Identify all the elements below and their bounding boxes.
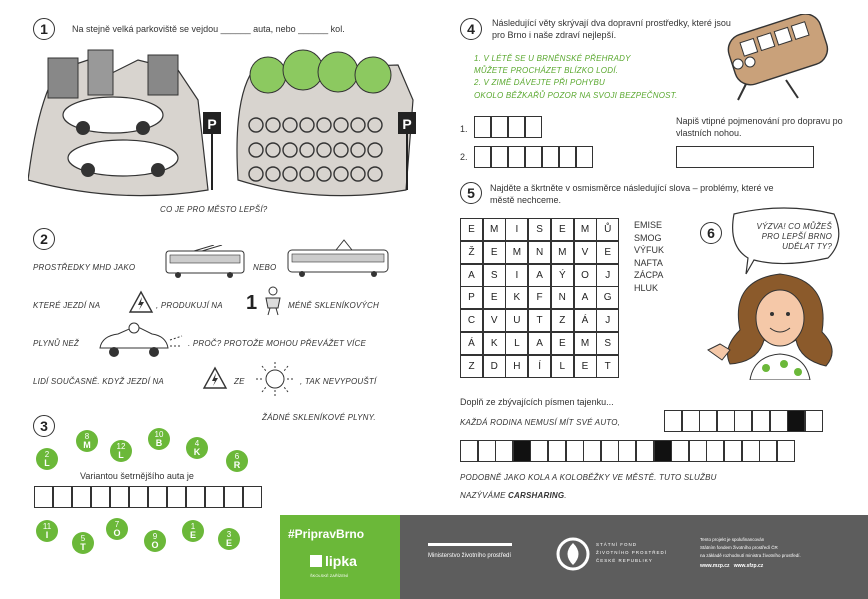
letter-circle-number: 9: [152, 531, 158, 541]
section-2-line3a: PLYNŮ NEŽ: [33, 339, 79, 348]
tajenka-box[interactable]: [699, 410, 717, 432]
section-3-label: Variantou šetrnějšího auta je: [80, 471, 194, 481]
letter-circle-number: 5: [80, 533, 86, 543]
section-5-sentence1: KAŽDÁ RODINA NEMUSÍ MÍT SVÉ AUTO,: [460, 418, 621, 427]
tajenka-box[interactable]: [566, 440, 584, 462]
answer-box[interactable]: [167, 486, 186, 508]
word-list-item: NAFTA: [634, 257, 663, 268]
letter-circle-letter: T: [80, 541, 86, 552]
section-5-fill-intro: Doplň ze zbývajících písmen tajenku...: [460, 397, 614, 407]
section-4-answer1-label: 1.: [460, 124, 468, 134]
answer1-box[interactable]: [525, 116, 542, 138]
section-4-sentence2a: 2. V ZIMĚ DÁVEJTE PŘI POHYBU: [474, 78, 605, 87]
answer-box[interactable]: [34, 486, 53, 508]
section-5-sentence3: [460, 491, 567, 500]
answer1-box[interactable]: [508, 116, 525, 138]
ministry-name: Ministerstvo životního prostředí: [428, 553, 512, 559]
svg-text:P: P: [402, 116, 412, 132]
grid-cell[interactable]: E: [596, 241, 619, 264]
tajenka-box[interactable]: [601, 440, 619, 462]
section-4-sentence2b: OKOLO BĚŽKAŘŮ POZOR NA SVOJI BEZPEČNOST.: [474, 91, 678, 100]
grid-cell[interactable]: N: [528, 241, 551, 264]
tajenka-box[interactable]: [805, 410, 823, 432]
section-4-naming-text: Napiš vtipné pojmenování pro dopravu po vlastních nohou.: [676, 116, 843, 138]
bus-mascot-icon: [716, 14, 836, 104]
grid-cell[interactable]: M: [505, 241, 528, 264]
section-2-number: 2: [33, 228, 55, 250]
section-2-line1a: PROSTŘEDKY MHD JAKO: [33, 263, 136, 272]
section-2-line4b: ZE: [234, 377, 245, 386]
lipka-logo-name: lipka: [325, 553, 357, 569]
letter-circle-number: 3: [226, 529, 232, 539]
grid-cell[interactable]: S: [528, 218, 551, 241]
letter-circle-number: 6: [234, 451, 240, 461]
grid-cell[interactable]: E: [574, 355, 597, 378]
fund-line1: STÁTNÍ FOND: [596, 542, 637, 547]
grid-cell[interactable]: I: [505, 218, 528, 241]
grid-cell[interactable]: A: [460, 264, 483, 287]
letter-circle-letter: I: [45, 529, 49, 540]
tram-icon: [286, 238, 390, 278]
section-4-number: 4: [460, 18, 482, 40]
grid-cell[interactable]: E: [551, 218, 574, 241]
letter-circle-number: 10: [154, 429, 164, 439]
answer-box[interactable]: [91, 486, 110, 508]
footer-brand: [280, 515, 400, 599]
section-5-sentence3b: CARSHARING: [508, 491, 565, 500]
grid-cell[interactable]: Z: [551, 309, 574, 332]
footer-hashtag: #PripravBrno: [288, 527, 365, 541]
grid-cell[interactable]: C: [460, 309, 483, 332]
letter-circle-number: 2: [44, 449, 50, 459]
lipka-logo: [310, 553, 357, 569]
section-5-number: 5: [460, 182, 482, 204]
section-4-naming-box[interactable]: [676, 146, 814, 168]
answer-box[interactable]: [148, 486, 167, 508]
tajenka-box[interactable]: [530, 440, 548, 462]
letter-circle-number: 8: [84, 431, 90, 441]
tajenka-box[interactable]: [689, 440, 707, 462]
grid-cell[interactable]: Á: [460, 332, 483, 355]
letter-circle-letter: O: [151, 539, 159, 550]
letter-circle: [186, 437, 208, 459]
footer-note3: na základě rozhodnutí ministra životního prostředí.: [700, 553, 801, 558]
grid-cell[interactable]: E: [460, 218, 483, 241]
grid-cell[interactable]: Ž: [460, 241, 483, 264]
answer2-box[interactable]: [491, 146, 508, 168]
tajenka-box[interactable]: [777, 440, 795, 462]
grid-cell[interactable]: M: [551, 241, 574, 264]
grid-cell[interactable]: E: [483, 286, 506, 309]
letter-circle: [218, 528, 240, 550]
grid-cell[interactable]: J: [596, 309, 619, 332]
answer2-box[interactable]: [525, 146, 542, 168]
grid-cell[interactable]: V: [483, 309, 506, 332]
tajenka-box[interactable]: [636, 440, 654, 462]
grid-cell[interactable]: M: [574, 332, 597, 355]
word-list-item: VÝFUK: [634, 245, 665, 255]
grid-cell[interactable]: Ů: [596, 218, 619, 241]
section-4-sentence1a: 1. V LÉTĚ SE U BRNĚNSKÉ PŘEHRADY: [474, 54, 631, 63]
tajenka-box[interactable]: [787, 410, 805, 432]
electricity-warning-icon: [128, 290, 154, 314]
answer2-box[interactable]: [474, 146, 491, 168]
letter-circle-letter: E: [225, 537, 232, 548]
grid-cell[interactable]: Á: [574, 309, 597, 332]
lipka-logo-icon: [310, 555, 322, 567]
grid-cell[interactable]: U: [505, 309, 528, 332]
answer-box[interactable]: [129, 486, 148, 508]
grid-cell[interactable]: O: [574, 264, 597, 287]
letter-circle: [182, 520, 204, 542]
grid-cell[interactable]: A: [528, 264, 551, 287]
trolleybus-icon: [164, 245, 246, 279]
svg-text:P: P: [207, 116, 217, 132]
grid-cell[interactable]: M: [574, 218, 597, 241]
letter-circle: [36, 520, 58, 542]
section-4-intro: Následující věty skrývají dva dopravní prostředky, které jsou pro Brno i naše zdraví nejlepší.: [492, 18, 731, 40]
parking-illustration: [28, 40, 448, 200]
tajenka-box[interactable]: [752, 410, 770, 432]
grid-cell[interactable]: F: [528, 286, 551, 309]
grid-cell[interactable]: Z: [460, 355, 483, 378]
section-1-number: 1: [33, 18, 55, 40]
letter-circle-letter: B: [155, 437, 163, 448]
person-icon: [262, 286, 284, 316]
letter-circle: [226, 450, 248, 472]
section-5-sentence3c: .: [564, 491, 567, 500]
word-list-item: ZÁCPA: [634, 270, 664, 280]
grid-cell[interactable]: I: [505, 264, 528, 287]
letter-circle-letter: E: [189, 529, 196, 540]
letter-circle-number: 1: [190, 521, 196, 531]
tajenka-box[interactable]: [706, 440, 724, 462]
letter-circle: [148, 428, 170, 450]
footer-note2: Státním fondem životního prostředí ČR: [700, 545, 778, 550]
answer1-box[interactable]: [474, 116, 491, 138]
tajenka-box[interactable]: [513, 440, 531, 462]
section-1-text: Na stejně velká parkoviště se vejdou ______ auta, nebo ______ kol.: [72, 24, 345, 34]
letter-circle: [72, 532, 94, 554]
grid-cell[interactable]: M: [483, 218, 506, 241]
tajenka-box[interactable]: [618, 440, 636, 462]
section-2-line2b: , PRODUKUJÍ NA: [156, 301, 223, 310]
section-2-line4c: , TAK NEVYPOUŠTÍ: [300, 377, 377, 386]
tajenka-box[interactable]: [460, 440, 478, 462]
letter-circle-letter: O: [113, 527, 121, 538]
section-2-line4a: LIDÍ SOUČASNĚ. KDYŽ JEZDÍ NA: [33, 377, 164, 386]
word-list-item: SMOG: [634, 232, 662, 243]
word-list-item: HLUK: [634, 282, 659, 293]
grid-cell[interactable]: V: [574, 241, 597, 264]
letter-circle-number: 12: [116, 441, 126, 451]
tajenka-box[interactable]: [664, 410, 682, 432]
letter-circle-number: 4: [194, 438, 200, 448]
grid-cell[interactable]: G: [596, 286, 619, 309]
grid-cell[interactable]: Ý: [551, 264, 574, 287]
electricity-warning-icon-2: [202, 366, 228, 390]
footer-links[interactable]: www.mzp.cz www.sfzp.cz: [700, 563, 764, 569]
answer2-box[interactable]: [508, 146, 525, 168]
letter-circle-letter: L: [118, 449, 124, 460]
grid-cell[interactable]: S: [596, 332, 619, 355]
answer-box[interactable]: [186, 486, 205, 508]
tajenka-box[interactable]: [717, 410, 735, 432]
grid-cell[interactable]: T: [528, 309, 551, 332]
letter-circle: [36, 448, 58, 470]
answer-box[interactable]: [243, 486, 262, 508]
letter-circle: [106, 518, 128, 540]
answer2-box[interactable]: [542, 146, 559, 168]
answer-box[interactable]: [110, 486, 129, 508]
answer1-box[interactable]: [491, 116, 508, 138]
tajenka-box[interactable]: [654, 440, 672, 462]
tajenka-box[interactable]: [478, 440, 496, 462]
tajenka-box[interactable]: [770, 410, 788, 432]
grid-cell[interactable]: E: [551, 332, 574, 355]
letter-circle-number: 11: [42, 521, 52, 531]
letter-circle-letter: M: [83, 439, 91, 450]
tajenka-box[interactable]: [671, 440, 689, 462]
tajenka-box[interactable]: [682, 410, 700, 432]
answer-box[interactable]: [53, 486, 72, 508]
grid-cell[interactable]: A: [574, 286, 597, 309]
tajenka-box[interactable]: [734, 410, 752, 432]
tajenka-box[interactable]: [583, 440, 601, 462]
letter-circle-letter: L: [44, 457, 50, 468]
letter-circle-number: 7: [114, 519, 120, 529]
section-2-line1b: NEBO: [253, 263, 277, 272]
footer: [280, 515, 868, 599]
section-6-bubble: VÝZVA! CO MŮŽEŠ PRO LEPŠÍ BRNO UDĚLAT TY?: [756, 222, 832, 251]
grid-cell[interactable]: T: [596, 355, 619, 378]
girl-mascot-icon: [700, 270, 860, 380]
grid-cell[interactable]: Í: [528, 355, 551, 378]
section-1-question: CO JE PRO MĚSTO LEPŠÍ?: [160, 205, 268, 214]
lipka-logo-sub: ŠKOLSKÉ ZAŘÍZENÍ: [310, 573, 349, 578]
fund-line2: ŽIVOTNÍHO PROSTŘEDÍ: [596, 550, 668, 555]
section-5-intro: Najděte a škrtněte v osmisměrce následující slova – problémy, které ve městě nechceme.: [490, 183, 774, 205]
answer-box[interactable]: [72, 486, 91, 508]
tajenka-box[interactable]: [724, 440, 742, 462]
tajenka-box[interactable]: [759, 440, 777, 462]
grid-cell[interactable]: L: [505, 332, 528, 355]
grid-cell[interactable]: A: [528, 332, 551, 355]
answer-box[interactable]: [224, 486, 243, 508]
footer-note1: Tento projekt je spolufinancován: [700, 537, 765, 542]
tajenka-box[interactable]: [495, 440, 513, 462]
grid-cell[interactable]: J: [596, 264, 619, 287]
grid-cell[interactable]: H: [505, 355, 528, 378]
ministry-logo: [428, 543, 512, 546]
section-5-sentence2: PODOBNĚ JAKO KOLA A KOLOBĚŽKY VE MĚSTĚ. TUTO SLUŽBU: [460, 473, 717, 482]
section-2-line2-number: 1: [246, 292, 258, 314]
letter-circle-letter: K: [193, 446, 201, 457]
grid-cell[interactable]: D: [483, 355, 506, 378]
section-2-line2a: KTERÉ JEZDÍ NA: [33, 301, 101, 310]
letter-circle: [144, 530, 166, 552]
tajenka-box[interactable]: [548, 440, 566, 462]
car-driver-icon: [96, 320, 184, 360]
section-4-sentence1b: MŮŽETE PROCHÁZET BLÍZKO LODÍ.: [474, 66, 619, 75]
fund-line3: ČESKÉ REPUBLIKY: [596, 558, 653, 563]
word-list-item: EMISE: [634, 220, 663, 230]
section-2-line2c: MÉNĚ SKLENÍKOVÝCH: [288, 301, 379, 310]
grid-cell[interactable]: S: [483, 264, 506, 287]
section-3-number: 3: [33, 415, 55, 437]
grid-cell[interactable]: N: [551, 286, 574, 309]
answer2-box[interactable]: [559, 146, 576, 168]
fund-logo-icon: [556, 537, 590, 571]
section-4-answer2-label: 2.: [460, 152, 468, 162]
footer-partners: [400, 515, 868, 599]
grid-cell[interactable]: P: [460, 286, 483, 309]
grid-cell[interactable]: K: [483, 332, 506, 355]
section-6-number: 6: [700, 222, 722, 244]
section-2-line3b: . PROČ? PROTOŽE MOHOU PŘEVÁŽET VÍCE: [188, 339, 366, 348]
section-5-sentence3a: NAZÝVÁME: [460, 491, 506, 500]
section-2-line5: ŽÁDNÉ SKLENÍKOVÉ PLYNY.: [262, 413, 376, 422]
letter-circle: [110, 440, 132, 462]
grid-cell[interactable]: L: [551, 355, 574, 378]
letter-circle: [76, 430, 98, 452]
sun-icon: [254, 362, 296, 396]
grid-cell[interactable]: E: [483, 241, 506, 264]
tajenka-box[interactable]: [742, 440, 760, 462]
grid-cell[interactable]: K: [505, 286, 528, 309]
letter-circle-letter: R: [233, 459, 241, 470]
answer-box[interactable]: [205, 486, 224, 508]
answer2-box[interactable]: [576, 146, 593, 168]
